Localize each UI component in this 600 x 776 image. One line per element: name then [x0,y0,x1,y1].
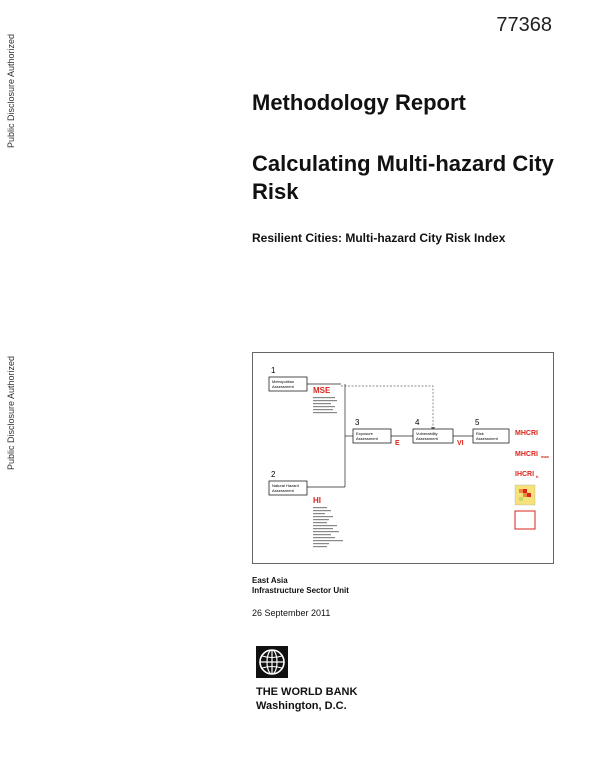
step-2-label: Natural Hazard [272,483,299,488]
mhcri-max-label: MHCRI [515,451,538,458]
organization-unit [252,576,349,596]
methodology-diagram [252,352,554,564]
bank-name: THE WORLD BANK [256,686,358,698]
step-4-label-2: Assessment [416,436,438,441]
mhcri-label: MHCRI [515,430,538,437]
step-2-label-2: Assessment [272,488,294,493]
risk-heat-grid [515,485,535,505]
step-1-number: 1 [271,366,276,375]
methodology-flowchart [253,353,553,563]
region-label: East Asia [252,576,288,585]
step-3-number: 3 [355,418,360,427]
hi-label: HI [313,496,321,505]
ihcri-label: IHCRI [515,471,535,478]
step-5-number: 5 [475,418,480,427]
step-4-number: 4 [415,418,420,427]
step-4-label: Vulnerability [416,431,438,436]
subtitle: Resilient Cities: Multi-hazard City Risk Index [252,231,506,245]
step-3-label-2: Assessment [356,436,378,441]
world-bank-logo [256,646,288,678]
vi-label: VI [457,440,464,447]
mse-label: MSE [313,386,331,395]
step-3-label: Exposure [356,431,373,436]
step-1-label: Metropolitan [272,379,295,384]
bank-city: Washington, D.C. [256,700,347,712]
hi-description-lines [313,507,343,547]
step-5-label: Risk [476,431,484,436]
mhcri-max-subscript: max [541,454,550,459]
document-number: 77368 [496,14,552,36]
ihcri-subscript: h [536,474,539,479]
globe-icon [256,646,288,678]
page-title: Calculating Multi-hazard City Risk [252,151,554,204]
e-label: E [395,440,400,447]
aggregate-risk-square [515,511,535,529]
disclosure-label-bottom: Public Disclosure Authorized [6,355,16,470]
step-2-number: 2 [271,470,276,479]
report-type-heading: Methodology Report [252,90,466,115]
publication-date: 26 September 2011 [252,608,331,618]
disclosure-label-top: Public Disclosure Authorized [6,33,16,148]
step-5-label-2: Assessment [476,436,498,441]
step-1-label-2: Assessment [272,384,294,389]
mse-description-lines [313,397,337,413]
unit-label: Infrastructure Sector Unit [252,586,349,595]
